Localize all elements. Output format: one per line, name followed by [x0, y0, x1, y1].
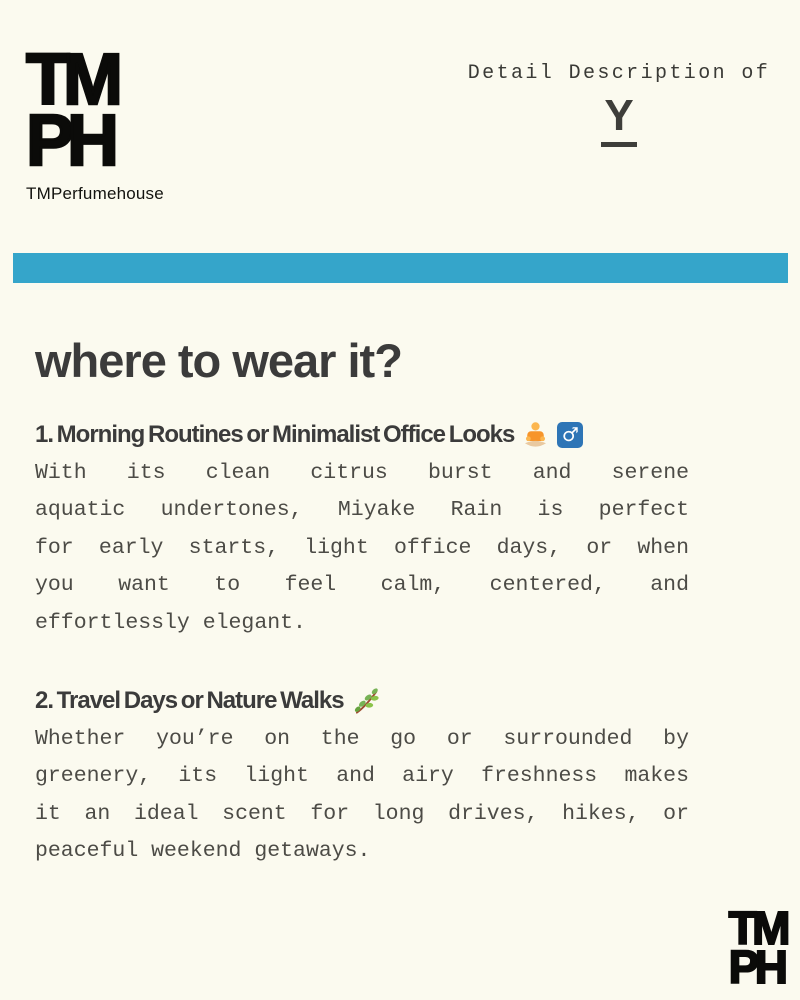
section-1-body: [35, 455, 689, 642]
herb-emoji: [352, 687, 382, 715]
header-right: [463, 62, 775, 147]
product-initial-wrap: [463, 91, 775, 147]
section-2-heading-row: [35, 686, 689, 716]
body-line: you want to feel calm, centered, and: [35, 573, 689, 598]
page-title: where to wear it?: [35, 334, 402, 387]
brand-wordmark: TMPerfumehouse: [26, 184, 164, 203]
male-sign-glyph: ♂: [561, 423, 579, 446]
body-line: greenery, its light and airy freshness makes: [35, 764, 689, 789]
content: [35, 334, 689, 871]
section-morning-routines: [35, 420, 689, 642]
logo-line-2: PH: [26, 101, 113, 181]
logo-line-1: TM: [26, 40, 116, 120]
product-initial: Y: [601, 94, 636, 147]
body-line: peaceful weekend getaways.: [35, 839, 371, 864]
body-line: Whether you’re on the go or surrounded by: [35, 727, 689, 752]
logo-line-1: TM: [728, 902, 786, 954]
section-travel-days: [35, 686, 689, 871]
brand-logo-top: [26, 40, 164, 204]
section-1-heading: 1. Morning Routines or Minimalist Office Looks: [35, 421, 515, 448]
logo-line-2: PH: [728, 940, 784, 993]
body-line: With its clean citrus burst and serene: [35, 461, 689, 485]
section-2-heading: 2. Travel Days or Nature Walks: [35, 687, 344, 715]
brand-logo-letters: [26, 40, 164, 181]
body-line: it an ideal scent for long drives, hikes, or: [35, 801, 689, 826]
body-line: aquatic undertones, Miyake Rain is perfect: [35, 498, 689, 523]
brand-logo-bottom: [728, 902, 786, 993]
male-sign-emoji: [557, 422, 583, 448]
person-in-lotus-emoji: [522, 421, 549, 449]
accent-bar: [13, 253, 788, 283]
body-line: for early starts, light office days, or when: [35, 535, 689, 560]
section-2-body: [35, 721, 689, 871]
section-1-heading-row: [35, 420, 689, 450]
body-line: effortlessly elegant.: [35, 610, 306, 635]
eyebrow-text: Detail Description of: [467, 62, 771, 85]
